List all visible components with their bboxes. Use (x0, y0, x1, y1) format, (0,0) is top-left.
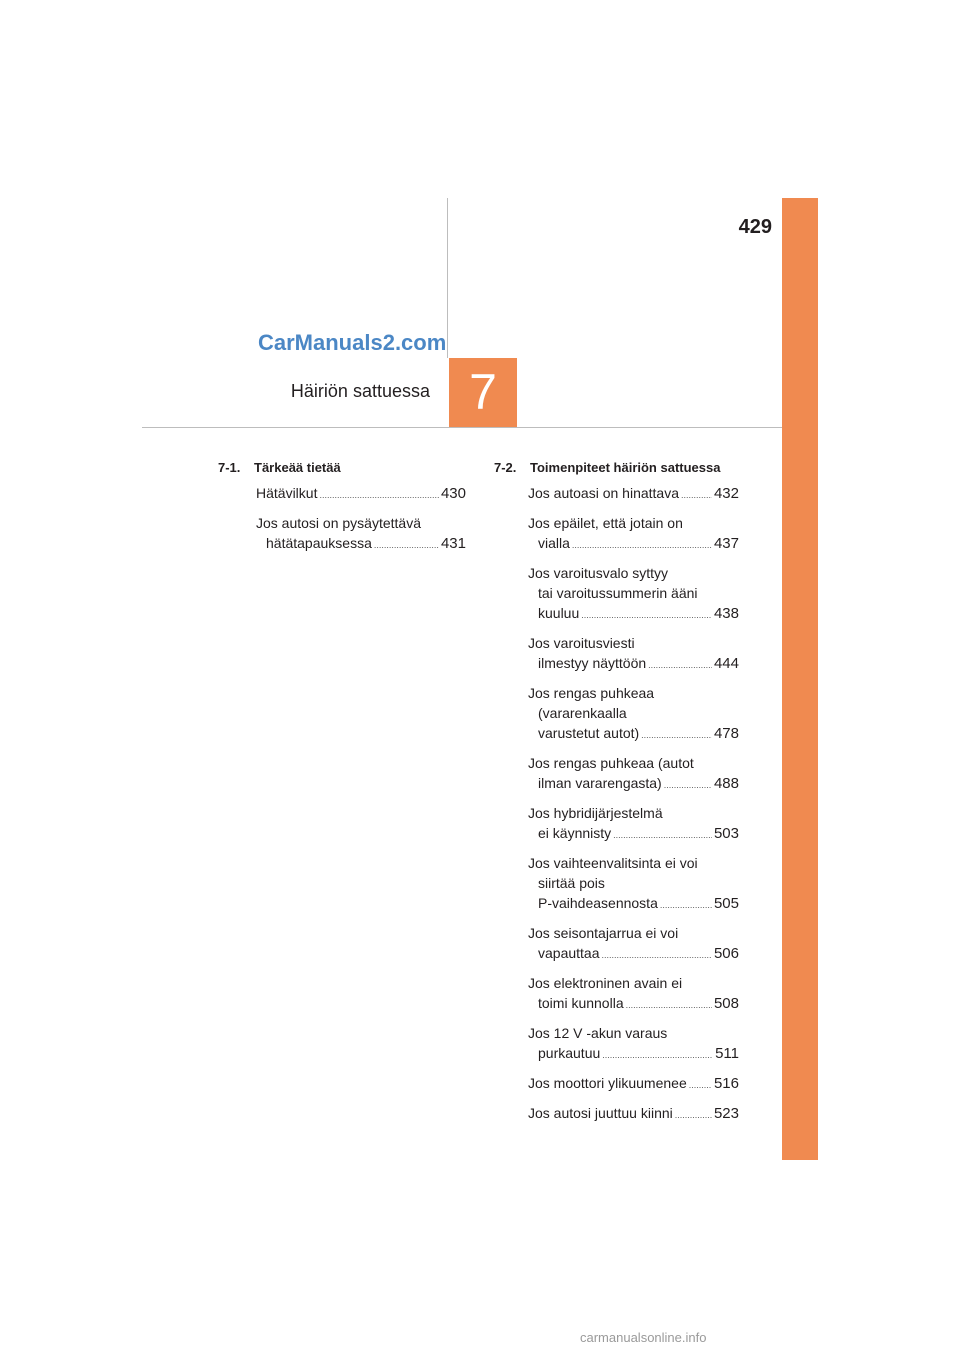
dot-leader (613, 825, 712, 845)
toc-entry-text: kuuluu (538, 605, 580, 621)
toc-entry-text: toimi kunnolla (538, 995, 624, 1011)
toc-entry-text: Jos elektroninen avain ei (528, 975, 683, 991)
toc-page-number: 505 (713, 895, 739, 912)
toc-entry[interactable] (528, 923, 739, 965)
toc-entry-text: Jos hybridijärjestelmä (528, 805, 663, 821)
section-heading (494, 460, 739, 475)
dot-leader (581, 605, 712, 625)
toc-entry[interactable] (528, 803, 739, 845)
dot-leader (602, 1045, 713, 1065)
dot-leader (675, 1105, 712, 1125)
toc-entry[interactable] (528, 683, 739, 745)
toc-page-number: 523 (713, 1105, 739, 1122)
toc-entry-text: Jos rengas puhkeaa (autot (528, 755, 694, 771)
dot-leader (689, 1075, 712, 1095)
toc-entry-list (494, 483, 739, 1125)
toc-entry-text: Jos autoasi on hinattava (528, 485, 679, 501)
toc-entry-text: Jos autosi juuttuu kiinni (528, 1105, 673, 1121)
toc-page-number: 511 (715, 1045, 739, 1062)
toc-entry[interactable] (528, 483, 739, 505)
toc-entry-text: Jos epäilet, että jotain on (528, 515, 683, 531)
toc-entry[interactable] (528, 1073, 739, 1095)
toc-entry-text: vialla (538, 535, 570, 551)
toc-entry-text: vapauttaa (538, 945, 600, 961)
toc-entry-text: (vararenkaalla (538, 705, 627, 721)
toc-entry[interactable] (528, 513, 739, 555)
toc-entry-text: P-vaihdeasennosta (538, 895, 658, 911)
toc-entry[interactable] (256, 483, 466, 505)
toc-page-number: 431 (440, 535, 466, 552)
toc-entry-text: Jos vaihteenvalitsinta ei voi (528, 855, 698, 871)
toc-entry-text: Jos varoitusvalo syttyy (528, 565, 669, 581)
footer-watermark: carmanualsonline.info (580, 1330, 707, 1345)
toc-page-number: 516 (713, 1075, 739, 1092)
dot-leader (681, 485, 712, 505)
toc-page-number: 430 (440, 485, 466, 502)
dot-leader (374, 535, 439, 555)
section-title: Tärkeää tietää (254, 460, 341, 475)
toc-entry-text: Jos autosi on pysäytettävä (256, 515, 421, 531)
dot-leader (626, 995, 712, 1015)
toc-entry-text: Jos 12 V -akun varaus (528, 1025, 668, 1041)
section-number: 7-1. (218, 460, 241, 475)
toc-entry[interactable] (528, 563, 739, 625)
toc-entry-text: hätätapauksessa (266, 535, 372, 551)
toc-page-number: 488 (713, 775, 739, 792)
toc-entry[interactable] (528, 753, 739, 795)
toc-entry[interactable] (528, 633, 739, 675)
toc-entry-text: purkautuu (538, 1045, 601, 1061)
toc-entry-text: Hätävilkut (256, 485, 318, 501)
dot-leader (572, 535, 712, 555)
toc-column-1 (218, 460, 466, 563)
toc-page-number: 437 (713, 535, 739, 552)
dot-leader (660, 895, 712, 915)
toc-column-2 (494, 460, 739, 1133)
toc-entry-list (218, 483, 466, 555)
section-number: 7-2. (494, 460, 517, 475)
toc-entry[interactable] (528, 973, 739, 1015)
section-heading (218, 460, 466, 475)
section-title: Toimenpiteet häiriön sattuessa (530, 460, 721, 475)
toc-entry-text: varustetut autot) (538, 725, 640, 741)
toc-entry-text: Jos varoitusviesti (528, 635, 635, 651)
toc-entry-text: siirtää pois (538, 875, 605, 891)
toc-entry[interactable] (256, 513, 466, 555)
horizontal-divider (142, 427, 782, 428)
toc-page-number: 432 (713, 485, 739, 502)
dot-leader (641, 725, 712, 745)
toc-entry[interactable] (528, 853, 739, 915)
toc-page-number: 478 (713, 725, 739, 742)
toc-entry[interactable] (528, 1103, 739, 1125)
toc-entry-text: Jos seisontajarrua ei voi (528, 925, 679, 941)
toc-page-number: 506 (713, 945, 739, 962)
dot-leader (664, 775, 712, 795)
toc-page-number: 508 (713, 995, 739, 1012)
vertical-divider (447, 198, 448, 358)
dot-leader (648, 655, 712, 675)
chapter-number-box: 7 (449, 358, 517, 427)
page-number: 429 (738, 216, 772, 238)
toc-entry-text: tai varoitussummerin ääni (538, 585, 698, 601)
chapter-title: Häiriön sattuessa (290, 381, 430, 401)
chapter-side-tab (782, 198, 818, 1160)
toc-entry-text: Jos rengas puhkeaa (528, 685, 655, 701)
toc-entry-text: ilman vararengasta) (538, 775, 662, 791)
dot-leader (602, 945, 712, 965)
toc-page-number: 444 (713, 655, 739, 672)
dot-leader (319, 485, 439, 505)
toc-entry[interactable] (528, 1023, 739, 1065)
toc-page-number: 438 (713, 605, 739, 622)
watermark-logo: CarManuals2.com (258, 330, 447, 355)
toc-entry-text: ilmestyy näyttöön (538, 655, 647, 671)
toc-entry-text: ei käynnisty (538, 825, 612, 841)
toc-page-number: 503 (713, 825, 739, 842)
toc-entry-text: Jos moottori ylikuumenee (528, 1075, 687, 1091)
